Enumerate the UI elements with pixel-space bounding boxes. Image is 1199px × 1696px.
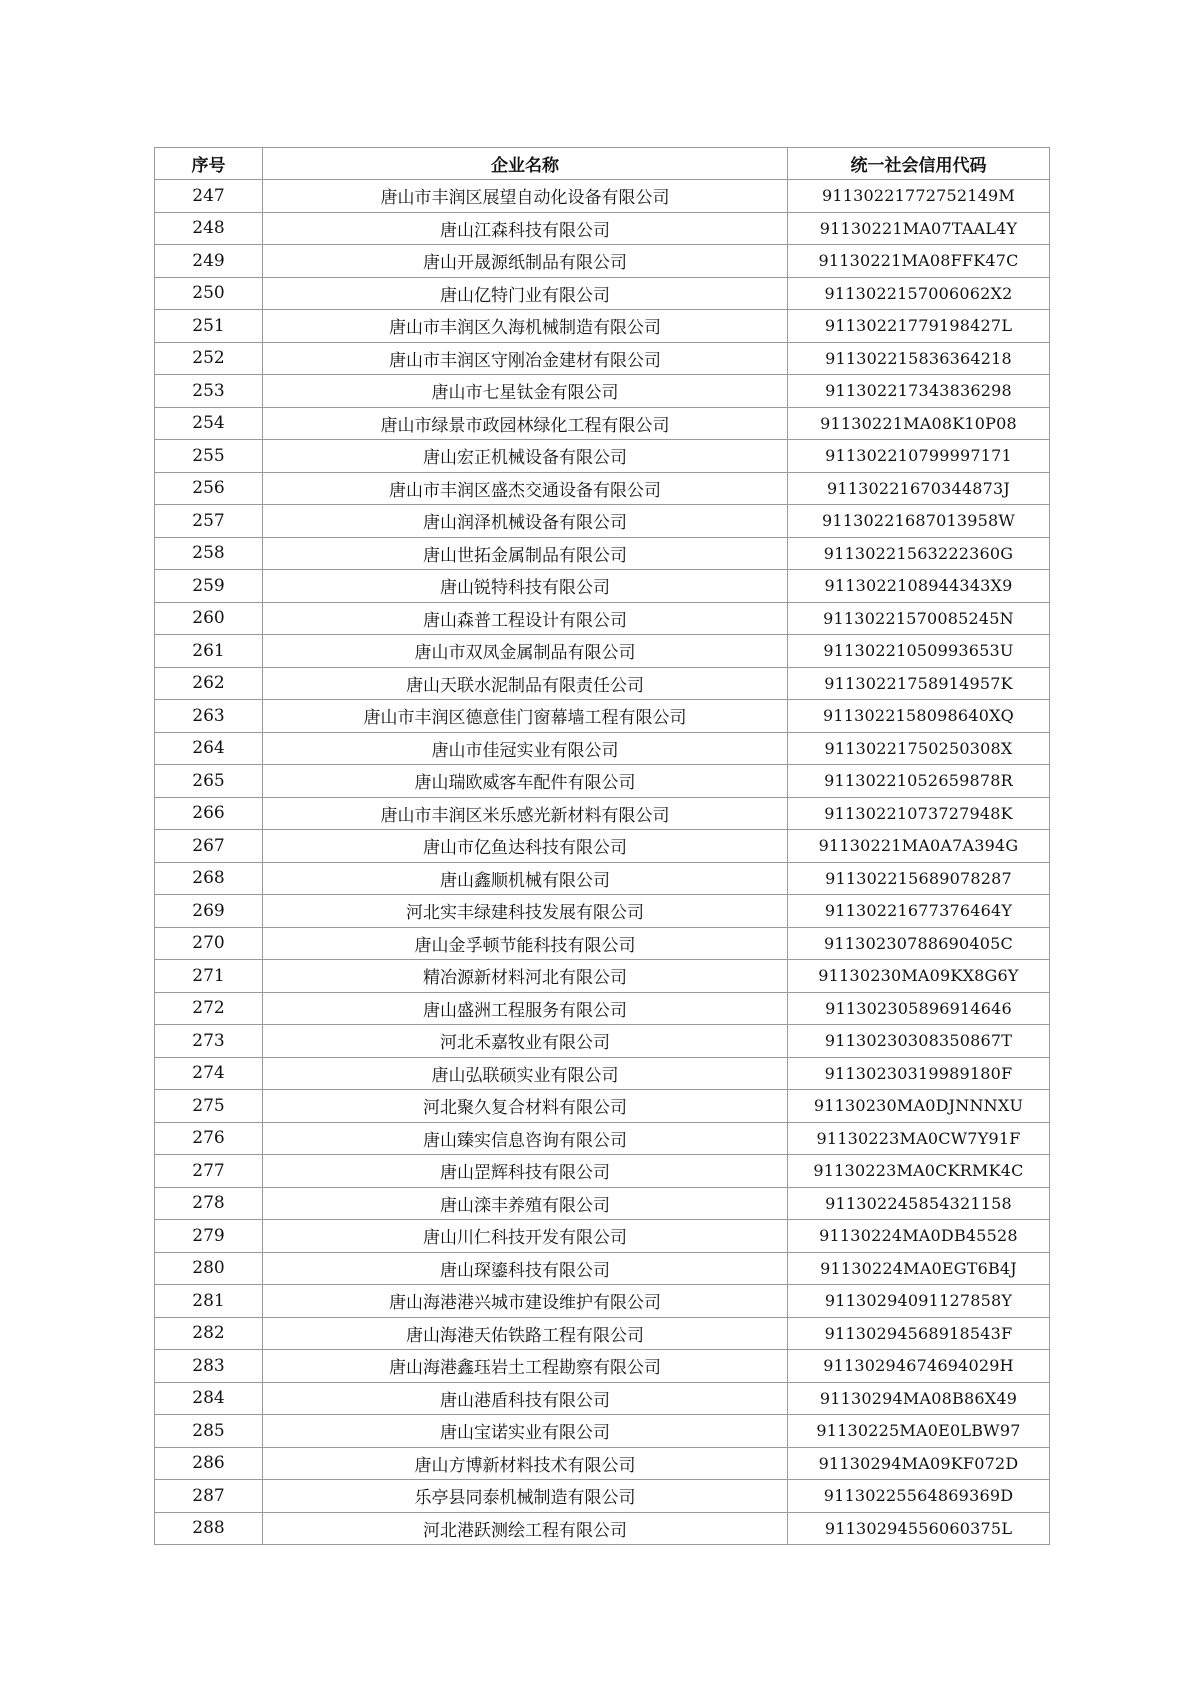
row-credit-code: 91130221050993653U bbox=[788, 635, 1050, 668]
row-index: 249 bbox=[155, 245, 263, 278]
row-index: 253 bbox=[155, 375, 263, 408]
table-row bbox=[155, 1350, 1050, 1383]
table-row bbox=[155, 1317, 1050, 1350]
row-index: 260 bbox=[155, 602, 263, 635]
row-index: 276 bbox=[155, 1122, 263, 1155]
row-company-name: 河北实丰绿建科技发展有限公司 bbox=[263, 895, 788, 928]
row-index: 255 bbox=[155, 440, 263, 473]
row-index: 269 bbox=[155, 895, 263, 928]
table-row bbox=[155, 1285, 1050, 1318]
table-row bbox=[155, 537, 1050, 570]
row-credit-code: 91130221758914957K bbox=[788, 667, 1050, 700]
row-company-name: 唐山市丰润区德意佳门窗幕墙工程有限公司 bbox=[263, 700, 788, 733]
row-index: 256 bbox=[155, 472, 263, 505]
row-index: 263 bbox=[155, 700, 263, 733]
table-row bbox=[155, 1057, 1050, 1090]
table-row bbox=[155, 1512, 1050, 1545]
row-credit-code: 91130223MA0CKRMK4C bbox=[788, 1155, 1050, 1188]
row-company-name: 河北禾嘉牧业有限公司 bbox=[263, 1025, 788, 1058]
table-row bbox=[155, 797, 1050, 830]
row-company-name: 唐山世拓金属制品有限公司 bbox=[263, 537, 788, 570]
row-company-name: 唐山臻实信息咨询有限公司 bbox=[263, 1122, 788, 1155]
row-index: 265 bbox=[155, 765, 263, 798]
row-credit-code: 91130221MA08K10P08 bbox=[788, 407, 1050, 440]
row-index: 252 bbox=[155, 342, 263, 375]
table-row bbox=[155, 927, 1050, 960]
row-index: 286 bbox=[155, 1447, 263, 1480]
row-company-name: 唐山金孚顿节能科技有限公司 bbox=[263, 927, 788, 960]
row-company-name: 唐山海港港兴城市建设维护有限公司 bbox=[263, 1285, 788, 1318]
row-credit-code: 91130221MA07TAAL4Y bbox=[788, 212, 1050, 245]
row-index: 279 bbox=[155, 1220, 263, 1253]
row-index: 287 bbox=[155, 1480, 263, 1513]
table-row bbox=[155, 1220, 1050, 1253]
row-index: 288 bbox=[155, 1512, 263, 1545]
row-company-name: 乐亭县同泰机械制造有限公司 bbox=[263, 1480, 788, 1513]
row-credit-code: 91130230788690405C bbox=[788, 927, 1050, 960]
row-company-name: 唐山盛洲工程服务有限公司 bbox=[263, 992, 788, 1025]
row-index: 266 bbox=[155, 797, 263, 830]
table-row bbox=[155, 277, 1050, 310]
row-credit-code: 91130294568918543F bbox=[788, 1317, 1050, 1350]
table-row bbox=[155, 1090, 1050, 1123]
row-index: 258 bbox=[155, 537, 263, 570]
row-company-name: 唐山市亿鱼达科技有限公司 bbox=[263, 830, 788, 863]
table-row bbox=[155, 407, 1050, 440]
row-company-name: 唐山江森科技有限公司 bbox=[263, 212, 788, 245]
table-row bbox=[155, 992, 1050, 1025]
row-index: 281 bbox=[155, 1285, 263, 1318]
row-credit-code: 91130294MA09KF072D bbox=[788, 1447, 1050, 1480]
row-credit-code: 91130221563222360G bbox=[788, 537, 1050, 570]
row-index: 248 bbox=[155, 212, 263, 245]
row-index: 278 bbox=[155, 1187, 263, 1220]
row-credit-code: 91130294MA08B86X49 bbox=[788, 1382, 1050, 1415]
row-company-name: 河北港跃测绘工程有限公司 bbox=[263, 1512, 788, 1545]
row-index: 282 bbox=[155, 1317, 263, 1350]
row-credit-code: 91130221073727948K bbox=[788, 797, 1050, 830]
row-company-name: 唐山锐特科技有限公司 bbox=[263, 570, 788, 603]
table-row bbox=[155, 342, 1050, 375]
row-company-name: 唐山市丰润区展望自动化设备有限公司 bbox=[263, 180, 788, 213]
row-index: 270 bbox=[155, 927, 263, 960]
row-company-name: 唐山瑞欧威客车配件有限公司 bbox=[263, 765, 788, 798]
row-index: 251 bbox=[155, 310, 263, 343]
table-row bbox=[155, 1252, 1050, 1285]
row-company-name: 唐山宏正机械设备有限公司 bbox=[263, 440, 788, 473]
table-header-row bbox=[155, 148, 1050, 180]
table-row bbox=[155, 440, 1050, 473]
header-company-name: 企业名称 bbox=[263, 148, 788, 180]
row-credit-code: 91130221772752149M bbox=[788, 180, 1050, 213]
table-row bbox=[155, 375, 1050, 408]
row-company-name: 唐山宝诺实业有限公司 bbox=[263, 1415, 788, 1448]
row-credit-code: 91130221MA0A7A394G bbox=[788, 830, 1050, 863]
row-company-name: 唐山海港天佑铁路工程有限公司 bbox=[263, 1317, 788, 1350]
table-row bbox=[155, 472, 1050, 505]
table-row bbox=[155, 180, 1050, 213]
table-row bbox=[155, 570, 1050, 603]
table-row bbox=[155, 602, 1050, 635]
row-credit-code: 91130294674694029H bbox=[788, 1350, 1050, 1383]
table-row bbox=[155, 700, 1050, 733]
row-index: 250 bbox=[155, 277, 263, 310]
row-index: 247 bbox=[155, 180, 263, 213]
row-credit-code: 911302217343836298 bbox=[788, 375, 1050, 408]
row-company-name: 唐山琛鎏科技有限公司 bbox=[263, 1252, 788, 1285]
row-company-name: 唐山川仁科技开发有限公司 bbox=[263, 1220, 788, 1253]
row-credit-code: 91130294091127858Y bbox=[788, 1285, 1050, 1318]
table-row bbox=[155, 1382, 1050, 1415]
table-row bbox=[155, 1187, 1050, 1220]
row-credit-code: 911302210799997171 bbox=[788, 440, 1050, 473]
table-row bbox=[155, 667, 1050, 700]
row-index: 262 bbox=[155, 667, 263, 700]
row-index: 268 bbox=[155, 862, 263, 895]
row-company-name: 唐山市丰润区久海机械制造有限公司 bbox=[263, 310, 788, 343]
table-row bbox=[155, 245, 1050, 278]
row-index: 267 bbox=[155, 830, 263, 863]
table-row bbox=[155, 765, 1050, 798]
row-company-name: 唐山市丰润区守刚冶金建材有限公司 bbox=[263, 342, 788, 375]
row-credit-code: 91130230MA09KX8G6Y bbox=[788, 960, 1050, 993]
table-row bbox=[155, 1480, 1050, 1513]
row-company-name: 唐山市绿景市政园林绿化工程有限公司 bbox=[263, 407, 788, 440]
row-credit-code: 9113022108944343X9 bbox=[788, 570, 1050, 603]
table-row bbox=[155, 862, 1050, 895]
row-index: 272 bbox=[155, 992, 263, 1025]
row-credit-code: 91130221570085245N bbox=[788, 602, 1050, 635]
row-index: 274 bbox=[155, 1057, 263, 1090]
row-company-name: 唐山港盾科技有限公司 bbox=[263, 1382, 788, 1415]
row-index: 277 bbox=[155, 1155, 263, 1188]
row-credit-code: 9113022157006062X2 bbox=[788, 277, 1050, 310]
row-index: 254 bbox=[155, 407, 263, 440]
row-index: 284 bbox=[155, 1382, 263, 1415]
row-index: 283 bbox=[155, 1350, 263, 1383]
row-company-name: 唐山鑫顺机械有限公司 bbox=[263, 862, 788, 895]
row-company-name: 唐山市双凤金属制品有限公司 bbox=[263, 635, 788, 668]
row-credit-code: 91130224MA0DB45528 bbox=[788, 1220, 1050, 1253]
row-company-name: 唐山开晟源纸制品有限公司 bbox=[263, 245, 788, 278]
row-company-name: 唐山市丰润区米乐感光新材料有限公司 bbox=[263, 797, 788, 830]
row-credit-code: 911302215689078287 bbox=[788, 862, 1050, 895]
row-company-name: 河北聚久复合材料有限公司 bbox=[263, 1090, 788, 1123]
row-credit-code: 911302245854321158 bbox=[788, 1187, 1050, 1220]
row-index: 271 bbox=[155, 960, 263, 993]
row-credit-code: 911302215836364218 bbox=[788, 342, 1050, 375]
row-credit-code: 911302305896914646 bbox=[788, 992, 1050, 1025]
row-credit-code: 91130225MA0E0LBW97 bbox=[788, 1415, 1050, 1448]
row-credit-code: 91130221MA08FFK47C bbox=[788, 245, 1050, 278]
row-index: 273 bbox=[155, 1025, 263, 1058]
row-index: 257 bbox=[155, 505, 263, 538]
row-credit-code: 91130230308350867T bbox=[788, 1025, 1050, 1058]
row-index: 264 bbox=[155, 732, 263, 765]
table-row bbox=[155, 1025, 1050, 1058]
enterprise-table bbox=[154, 147, 1050, 1545]
row-company-name: 唐山滦丰养殖有限公司 bbox=[263, 1187, 788, 1220]
row-credit-code: 91130223MA0CW7Y91F bbox=[788, 1122, 1050, 1155]
table-row bbox=[155, 1447, 1050, 1480]
row-index: 280 bbox=[155, 1252, 263, 1285]
row-company-name: 唐山森普工程设计有限公司 bbox=[263, 602, 788, 635]
row-credit-code: 91130221779198427L bbox=[788, 310, 1050, 343]
row-company-name: 唐山海港鑫珏岩土工程勘察有限公司 bbox=[263, 1350, 788, 1383]
row-index: 285 bbox=[155, 1415, 263, 1448]
row-index: 259 bbox=[155, 570, 263, 603]
table-row bbox=[155, 505, 1050, 538]
table-row bbox=[155, 212, 1050, 245]
row-company-name: 唐山市七星钛金有限公司 bbox=[263, 375, 788, 408]
row-credit-code: 91130294556060375L bbox=[788, 1512, 1050, 1545]
header-credit-code: 统一社会信用代码 bbox=[788, 148, 1050, 180]
table-row bbox=[155, 960, 1050, 993]
row-company-name: 唐山市佳冠实业有限公司 bbox=[263, 732, 788, 765]
table-row bbox=[155, 1122, 1050, 1155]
table-row bbox=[155, 635, 1050, 668]
row-credit-code: 91130230319989180F bbox=[788, 1057, 1050, 1090]
row-company-name: 唐山方博新材料技术有限公司 bbox=[263, 1447, 788, 1480]
row-company-name: 精冶源新材料河北有限公司 bbox=[263, 960, 788, 993]
row-index: 275 bbox=[155, 1090, 263, 1123]
row-credit-code: 91130221750250308X bbox=[788, 732, 1050, 765]
row-company-name: 唐山市丰润区盛杰交通设备有限公司 bbox=[263, 472, 788, 505]
row-credit-code: 91130224MA0EGT6B4J bbox=[788, 1252, 1050, 1285]
table-row bbox=[155, 1155, 1050, 1188]
row-credit-code: 91130221670344873J bbox=[788, 472, 1050, 505]
row-index: 261 bbox=[155, 635, 263, 668]
row-credit-code: 9113022158098640XQ bbox=[788, 700, 1050, 733]
row-company-name: 唐山天联水泥制品有限责任公司 bbox=[263, 667, 788, 700]
table-row bbox=[155, 895, 1050, 928]
row-company-name: 唐山亿特门业有限公司 bbox=[263, 277, 788, 310]
table-row bbox=[155, 830, 1050, 863]
row-credit-code: 91130230MA0DJNNNXU bbox=[788, 1090, 1050, 1123]
row-credit-code: 91130221677376464Y bbox=[788, 895, 1050, 928]
header-index: 序号 bbox=[155, 148, 263, 180]
row-company-name: 唐山润泽机械设备有限公司 bbox=[263, 505, 788, 538]
table-row bbox=[155, 310, 1050, 343]
row-company-name: 唐山弘联硕实业有限公司 bbox=[263, 1057, 788, 1090]
row-credit-code: 91130221052659878R bbox=[788, 765, 1050, 798]
table-row bbox=[155, 732, 1050, 765]
table-row bbox=[155, 1415, 1050, 1448]
row-credit-code: 91130221687013958W bbox=[788, 505, 1050, 538]
row-credit-code: 91130225564869369D bbox=[788, 1480, 1050, 1513]
row-company-name: 唐山罡辉科技有限公司 bbox=[263, 1155, 788, 1188]
